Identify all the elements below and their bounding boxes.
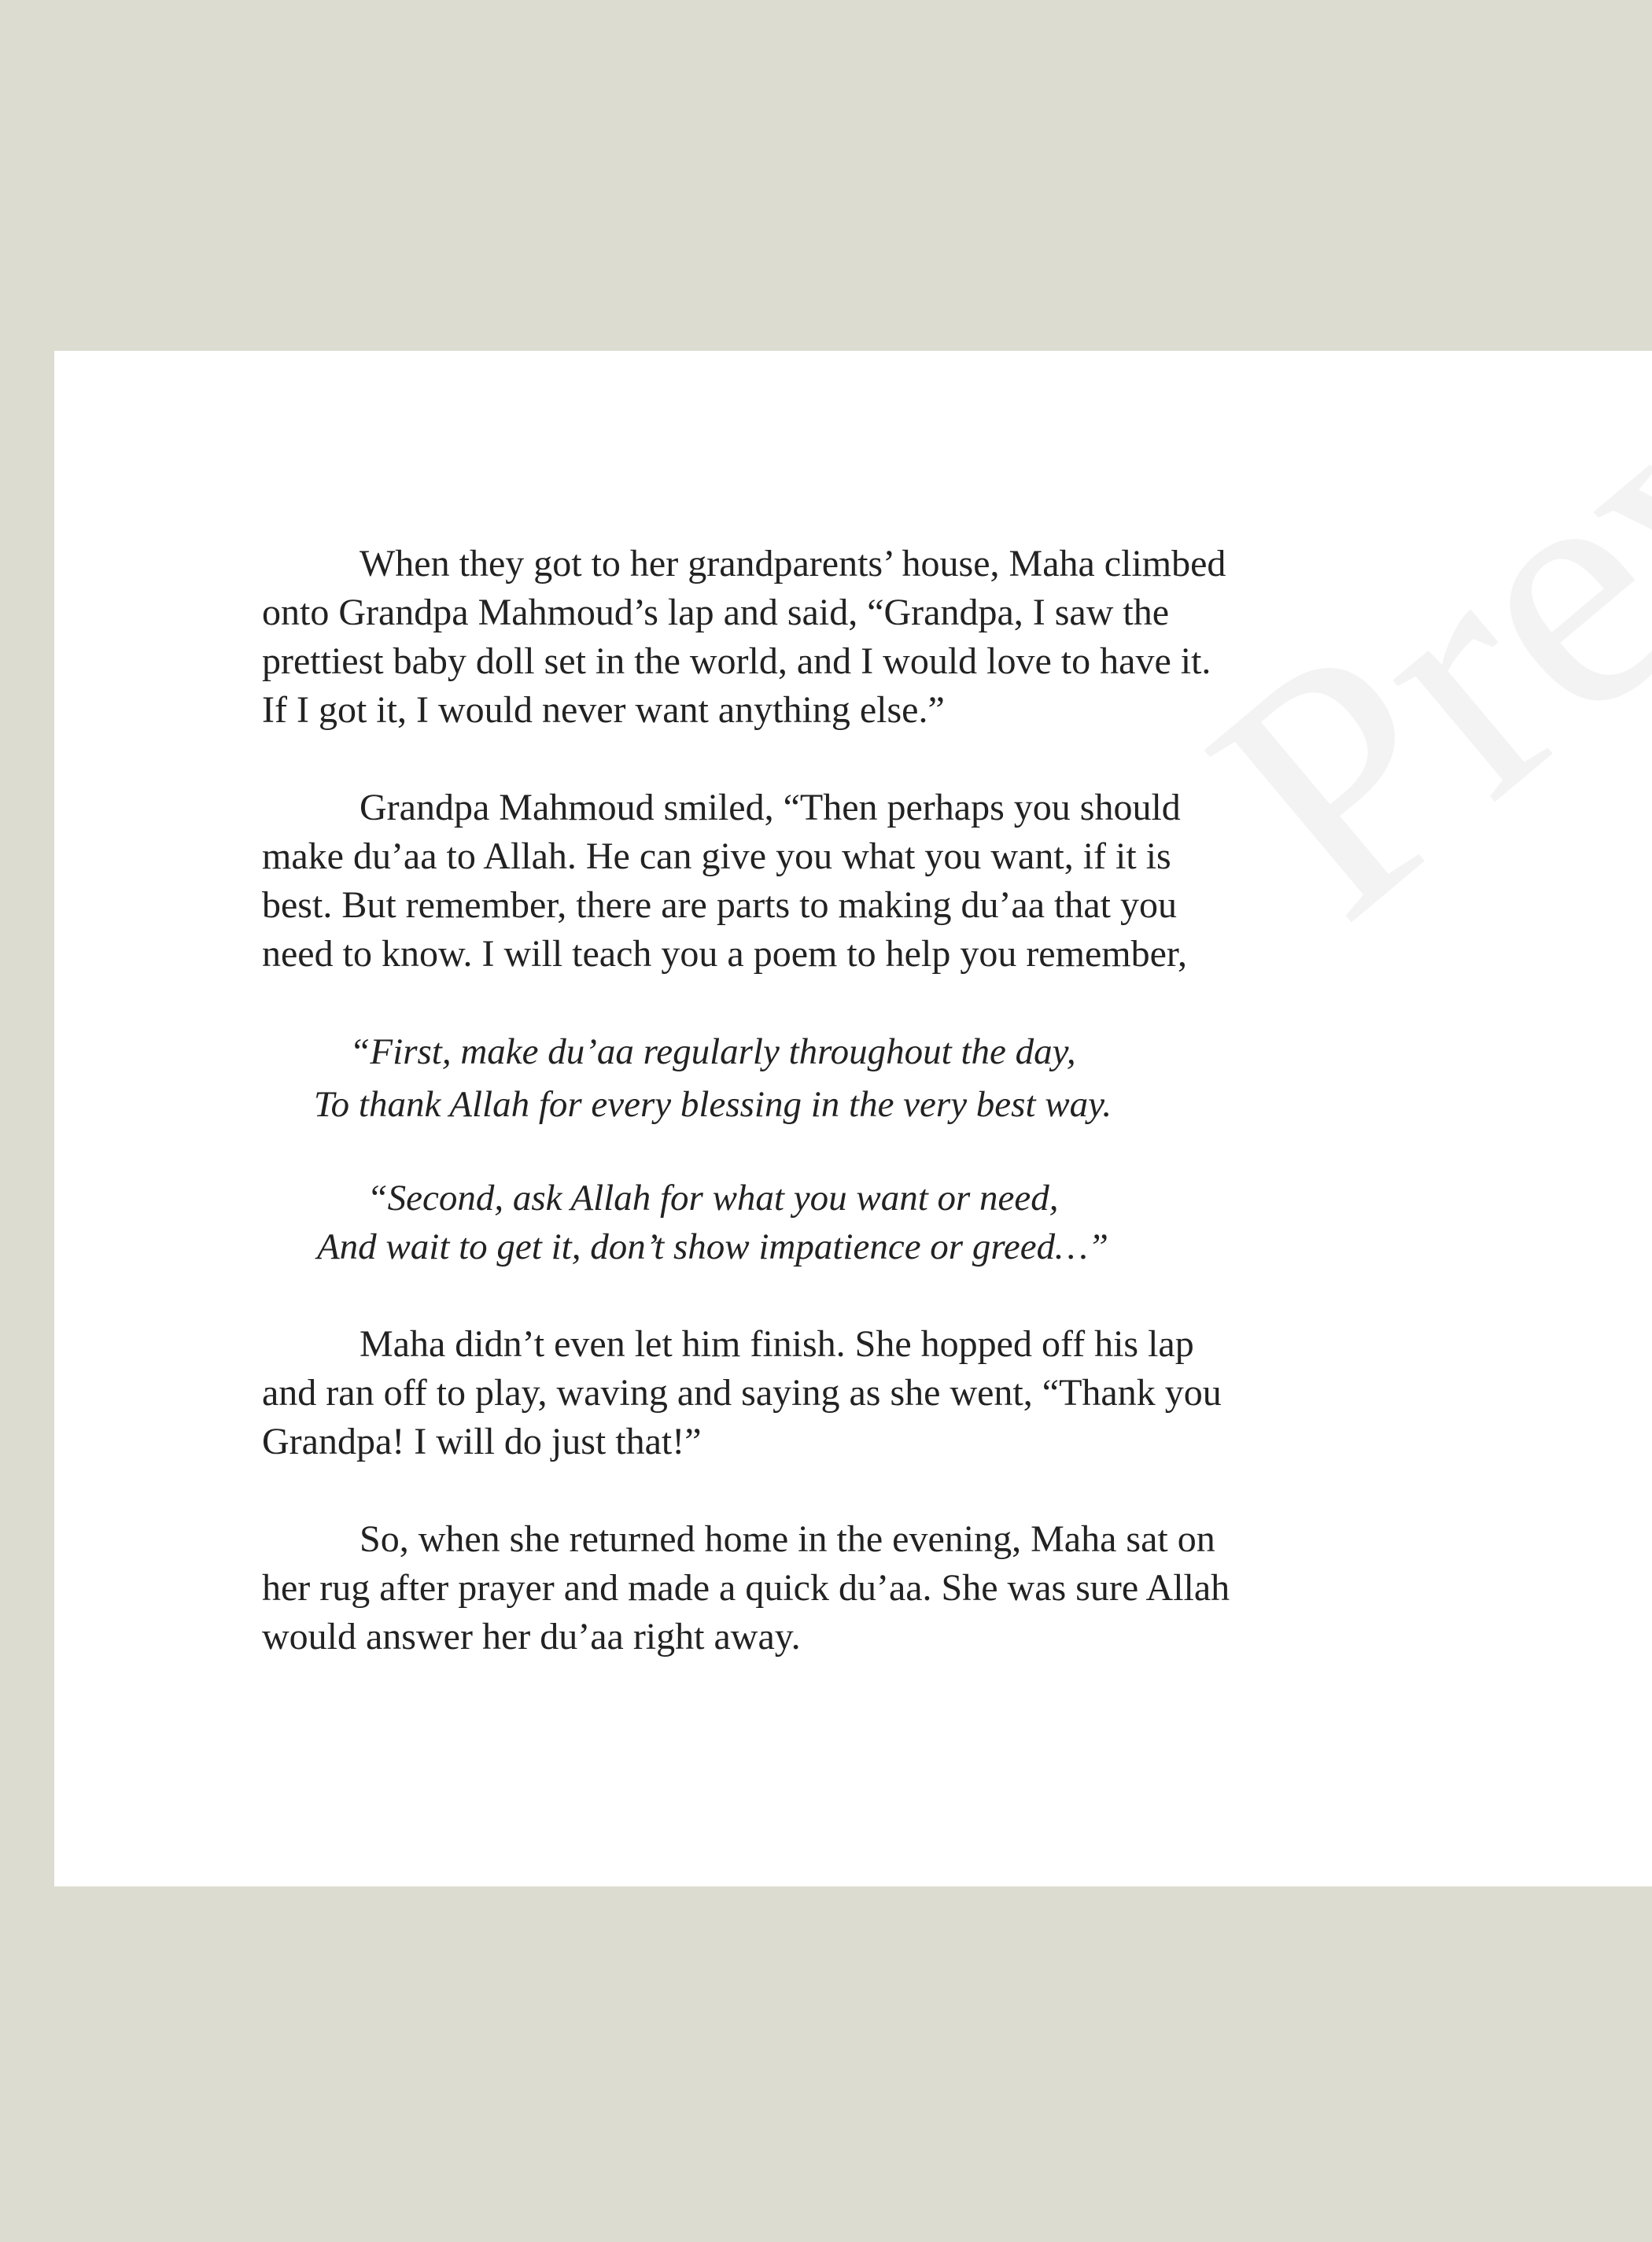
poem xyxy=(262,1027,1442,1271)
paragraph-4: So, when she returned home in the evening, Maha sat on her rug after prayer and made a quick du’aa. She was sure Allah would answer her du’aa right away. xyxy=(262,1518,1230,1658)
poem-line-1: “First, make du’aa regularly throughout the day, xyxy=(349,1031,1076,1072)
book-page xyxy=(54,351,1652,1886)
story-text xyxy=(262,540,1442,1710)
poem-line-2: To thank Allah for every blessing in the very best way. xyxy=(313,1084,1112,1125)
paragraph-1: When they got to her grandparents’ house, Maha climbed onto Grandpa Mahmoud’s lap and said, “Grandpa, I saw the prettiest baby doll set in the world, and I would love to have it. If I got it, I would never want anything else.” xyxy=(262,543,1226,731)
poem-line-4: And wait to get it, don’t show impatience or greed…” xyxy=(316,1226,1109,1267)
poem-line-3: “Second, ask Allah for what you want or need, xyxy=(367,1178,1059,1219)
paragraph-2: Grandpa Mahmoud smiled, “Then perhaps you should make du’aa to Allah. He can give you what you want, if it is best. But remember, there are parts to making du’aa that you need to know. I will teach you a poem to help you remember, xyxy=(262,787,1187,975)
paragraph-3: Maha didn’t even let him finish. She hopped off his lap and ran off to play, waving and saying as she went, “Thank you Grandpa! I will do just that!” xyxy=(262,1323,1222,1462)
